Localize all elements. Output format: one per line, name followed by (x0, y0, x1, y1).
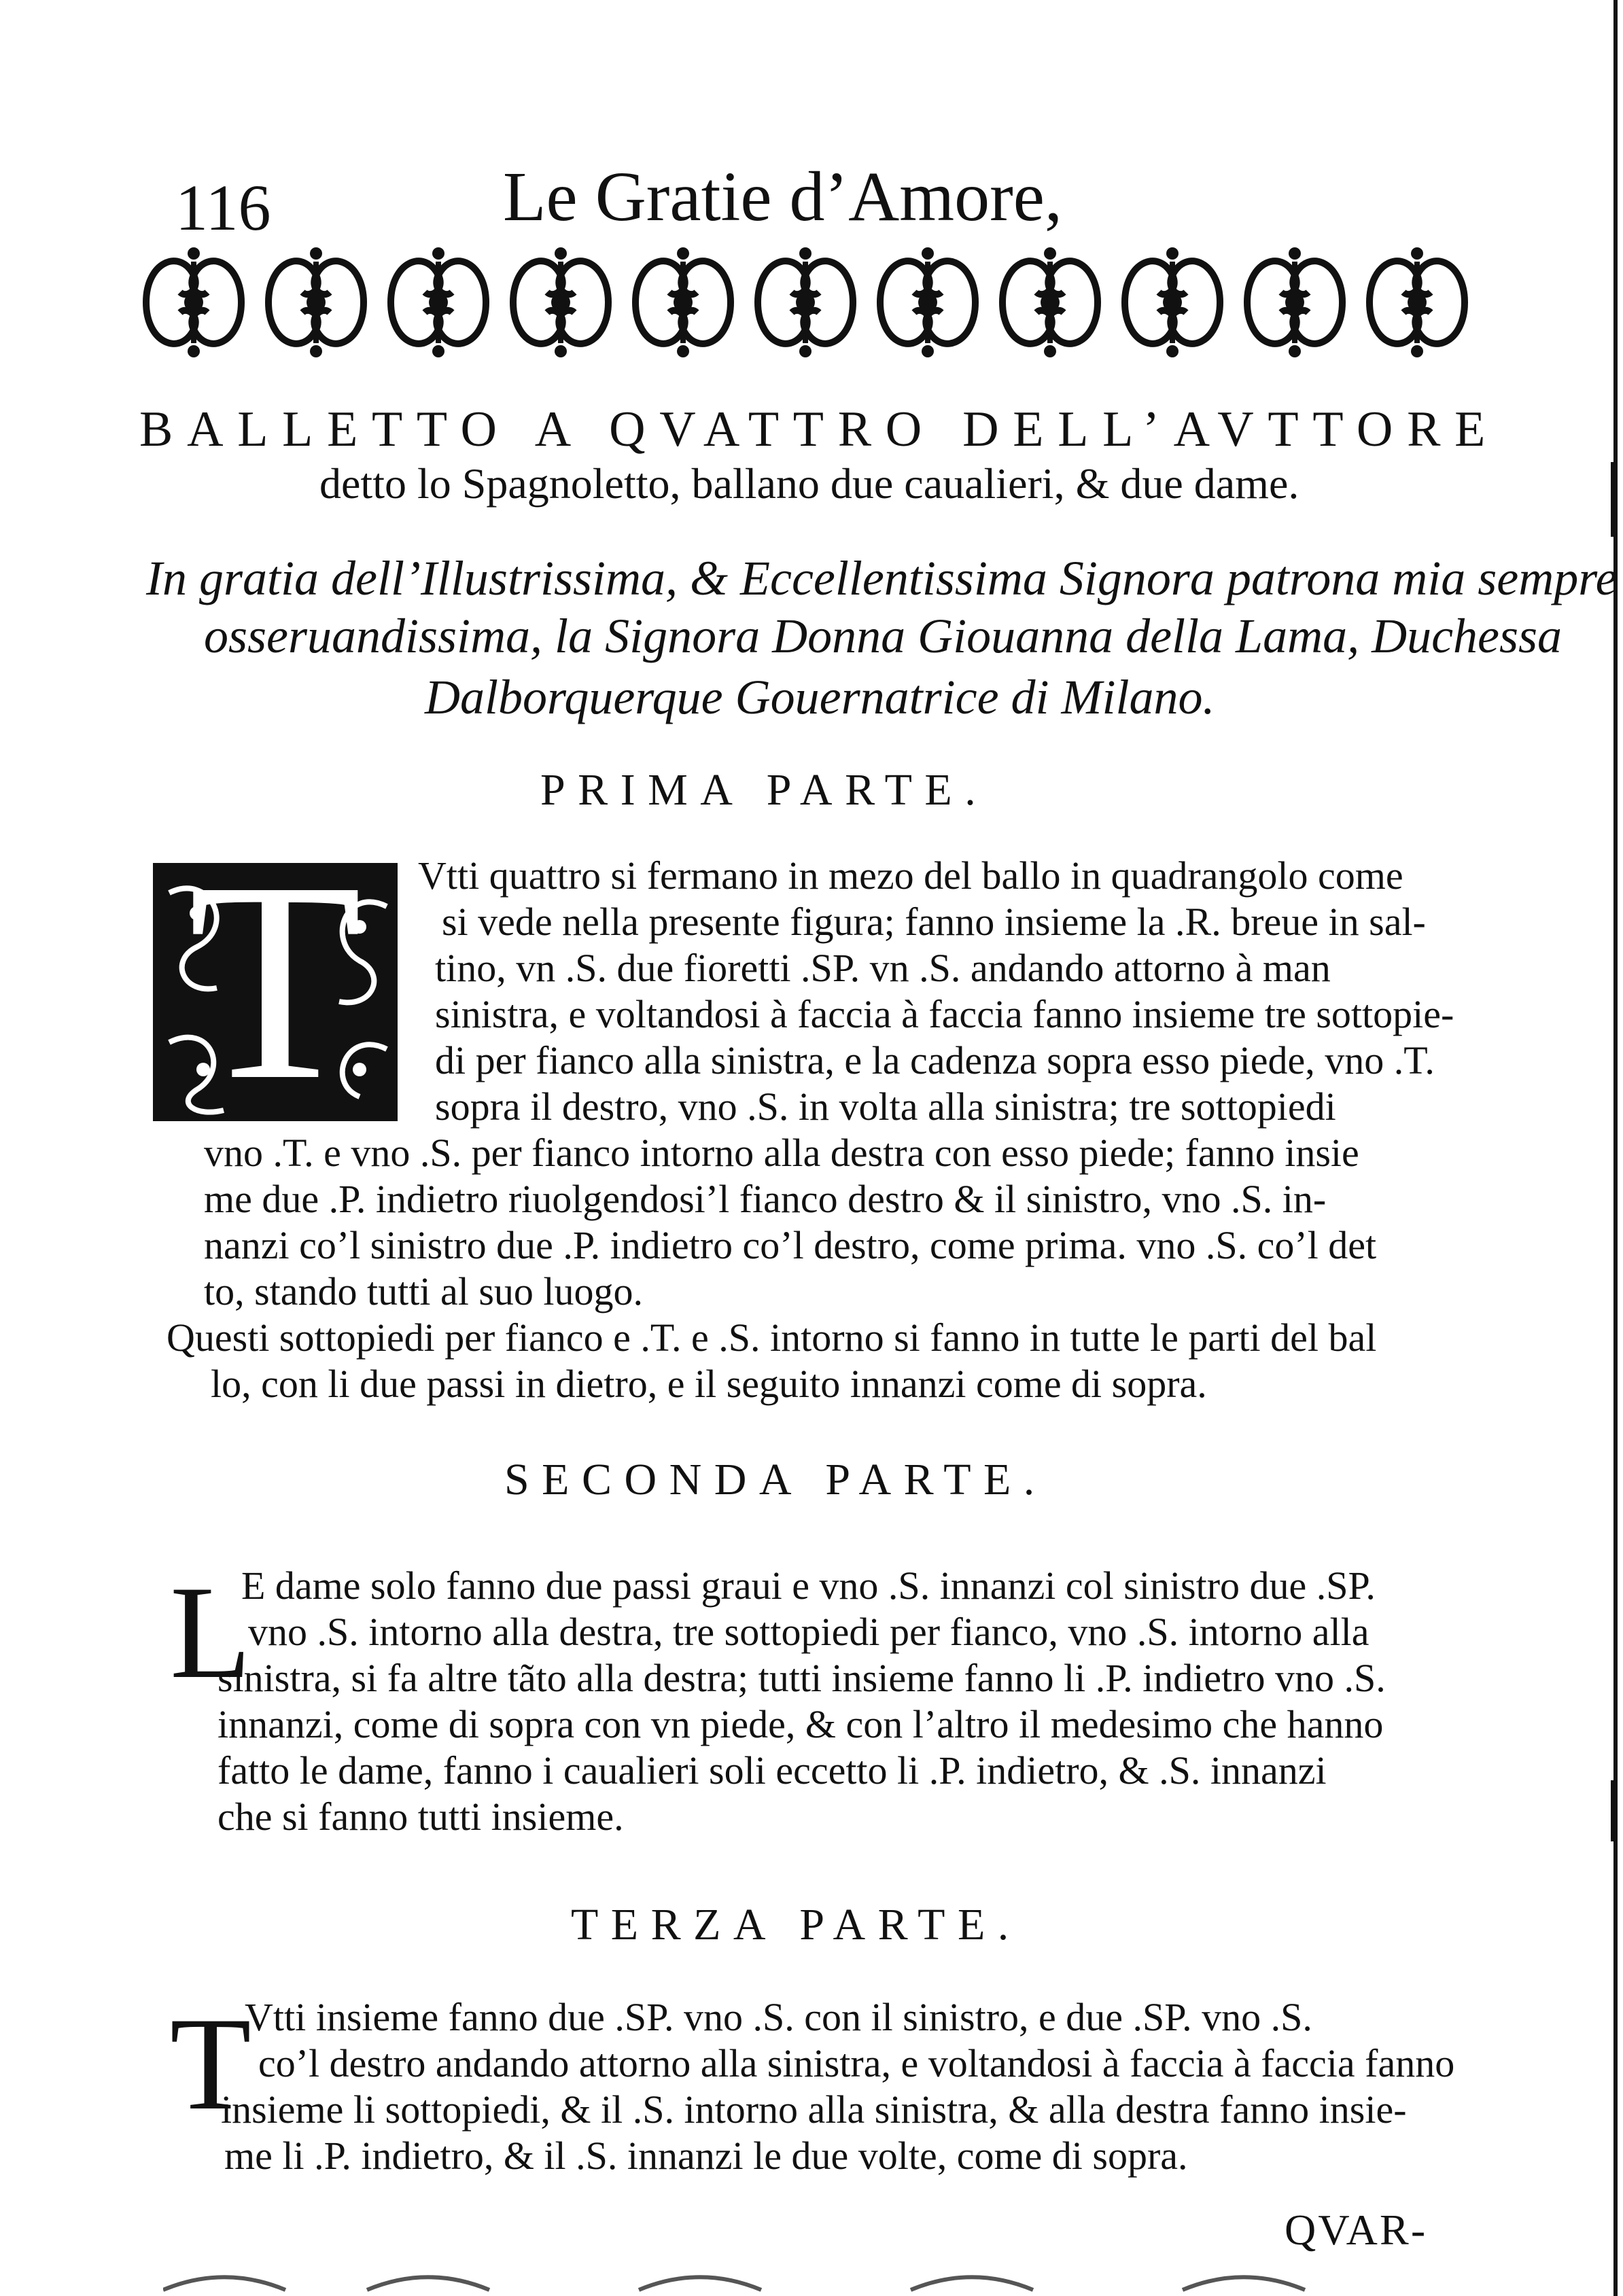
drop-initial-letter: T (188, 863, 363, 1121)
dedication-line: In gratia dell’Illustrissima, & Eccellentissima Signora patrona mia sempre (146, 551, 1618, 605)
text-line: co’l destro andando attorno alla sinistra, e voltandosi à faccia à faccia fanno (258, 2041, 1455, 2085)
text-line: E dame solo fanno due passi graui e vno .S. innanzi col sinistro due .SP. (241, 1564, 1376, 1608)
text-line: sinistra, si fa altre tãto alla destra; tutti insieme fanno li .P. indietro vno .S. (217, 1656, 1386, 1700)
text-line: to, stando tutti al suo luogo. (204, 1269, 644, 1313)
text-line: me due .P. indietro riuolgendosi’l fianco destro & il sinistro, vno .S. in- (204, 1177, 1327, 1221)
text-line: insieme li sottopiedi, & il .S. intorno alla sinistra, & alla destra fanno insie- (221, 2087, 1407, 2132)
text-line: sopra il destro, vno .S. in volta alla sinistra; tre sottopiedi (435, 1084, 1336, 1129)
text-line: innanzi, come di sopra con vn piede, & con l’altro il medesimo che hanno (217, 1702, 1384, 1746)
catchword: QVAR- (1285, 2206, 1428, 2254)
page-number: 116 (175, 171, 271, 244)
text-line: vno .S. intorno alla destra, tre sottopiedi per fianco, vno .S. intorno alla (248, 1610, 1369, 1654)
text-line: tino, vn .S. due fioretti .SP. vn .S. andando attorno à man (435, 946, 1331, 990)
drop-initial-letter: T (170, 1990, 251, 2138)
page-edge-mark (1611, 462, 1618, 537)
text-line: di per fianco alla sinistra, e la cadenza sopra esso piede, vno .T. (435, 1038, 1435, 1082)
running-head: Le Gratie d’Amore, (503, 158, 1062, 236)
text-line: nanzi co’l sinistro due .P. indietro co’l destro, come prima. vno .S. co’l det (204, 1223, 1377, 1267)
section-heading-terza: TERZA PARTE. (571, 1900, 1022, 1949)
ballet-subtitle: detto lo Spagnoletto, ballano due caualieri, & due dame. (319, 459, 1299, 508)
text-line: Questi sottopiedi per fianco e .T. e .S. intorno si fanno in tutte le parti del bal (167, 1315, 1377, 1360)
section-heading-seconda: SECONDA PARTE. (504, 1455, 1047, 1504)
text-line: lo, con li due passi in dietro, e il seguito innanzi come di sopra. (211, 1362, 1207, 1406)
decorated-initial (153, 863, 398, 1121)
section-heading-prima: PRIMA PARTE. (540, 765, 989, 815)
ballet-title: BALLETTO A QVATTRO DELL’AVTTORE (139, 402, 1500, 457)
text-line: Vtti insieme fanno due .SP. vno .S. con il sinistro, e due .SP. vno .S. (245, 1995, 1312, 2039)
text-line: fatto le dame, fanno i caualieri soli eccetto li .P. indietro, & .S. innanzi (217, 1748, 1327, 1792)
text-line: Vtti quattro si fermano in mezo del ballo in quadrangolo come (418, 853, 1403, 898)
ornament-band (133, 234, 1485, 370)
text-line: vno .T. e vno .S. per fianco intorno alla destra con esso piede; fanno insie (204, 1131, 1359, 1175)
text-line: sinistra, e voltandosi à faccia à faccia fanno insieme tre sottopie- (435, 992, 1454, 1036)
page-edge-rule (1613, 0, 1618, 2296)
page-edge-mark (1611, 1780, 1618, 1841)
dedication-line: osseruandissima, la Signora Donna Giouanna della Lama, Duchessa (204, 609, 1563, 663)
text-line: me li .P. indietro, & il .S. innanzi le due volte, come di sopra. (224, 2134, 1188, 2178)
drop-initial-letter: L (170, 1559, 251, 1706)
dedication-line: Dalborquerque Gouernatrice di Milano. (425, 670, 1215, 724)
bleed-through-ornament (163, 2269, 1386, 2296)
text-line: si vede nella presente figura; fanno insieme la .R. breue in sal- (442, 900, 1426, 944)
text-line: che si fanno tutti insieme. (217, 1795, 624, 1839)
